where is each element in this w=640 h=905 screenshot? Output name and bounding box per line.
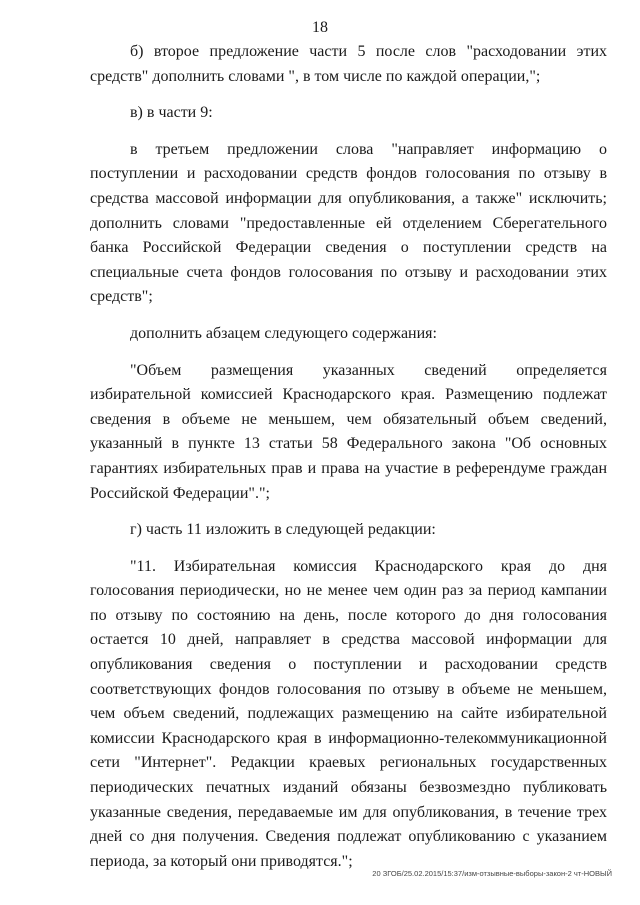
paragraph-part9-heading: в) в части 9:: [130, 104, 213, 122]
paragraph-part5-amendment: б) второе предложение части 5 после слов "расходовании этих средств" дополнить словами ", в том числе по каждой операции,";: [90, 43, 607, 85]
paragraph-add-clause-intro: дополнить абзацем следующего содержания:: [130, 324, 437, 342]
paragraph-part9-third-sentence: в третьем предложении слова "направляет информацию о поступлении и расходовании средств фондов голосования по отзыву в средства массовой информации для опубликования, а также" исключить; дополнить словами "предоставленные ей отделением Сберегательного банка Российской Федерации сведения о поступлении средств на специальные счета фондов голосования по отзыву и расходовании этих средств";: [90, 140, 607, 306]
footer-file-stamp: 20 ЗГОБ/25.02.2015/15:37/изм-отзывные-выборы-закон-2 чт-НОВЫЙ: [372, 869, 612, 878]
page-number: 18: [312, 19, 328, 36]
paragraph-part11-heading: г) часть 11 изложить в следующей редакции:: [130, 521, 436, 539]
paragraph-part11-text: "11. Избирательная комиссия Краснодарского края до дня голосования периодически, но не менее чем один раз за период кампании по отзыву по состоянию на день, после которого до дня голосования остается 10 дней, направляет в средства массовой информации для опубликования сведения о поступлении и расходовании средств соответствующих фондов голосования по отзыву в объеме не меньшем, чем объем сведений, подлежащих размещению на сайте избирательной комиссии Краснодарского края в информационно-телекоммуникационной сети "Интернет". Редакции краевых региональных государственных периодических печатных изданий обязаны безвозмездно публиковать указанные сведения, передаваемые им для опубликования, в течение трех дней со дня получения. Сведения подлежат опубликованию с указанием периода, за который они приводятся.";: [90, 557, 607, 870]
paragraph-added-clause: "Объем размещения указанных сведений определяется избирательной комиссией Краснодарского края. Размещению подлежат сведения в объеме не меньшем, чем обязательный объем сведений, указанный в пункте 13 статьи 58 Федерального закона "Об основных гарантиях избирательных прав и права на участие в референдуме граждан Российской Федерации".";: [90, 361, 607, 502]
document-body: [90, 40, 607, 874]
